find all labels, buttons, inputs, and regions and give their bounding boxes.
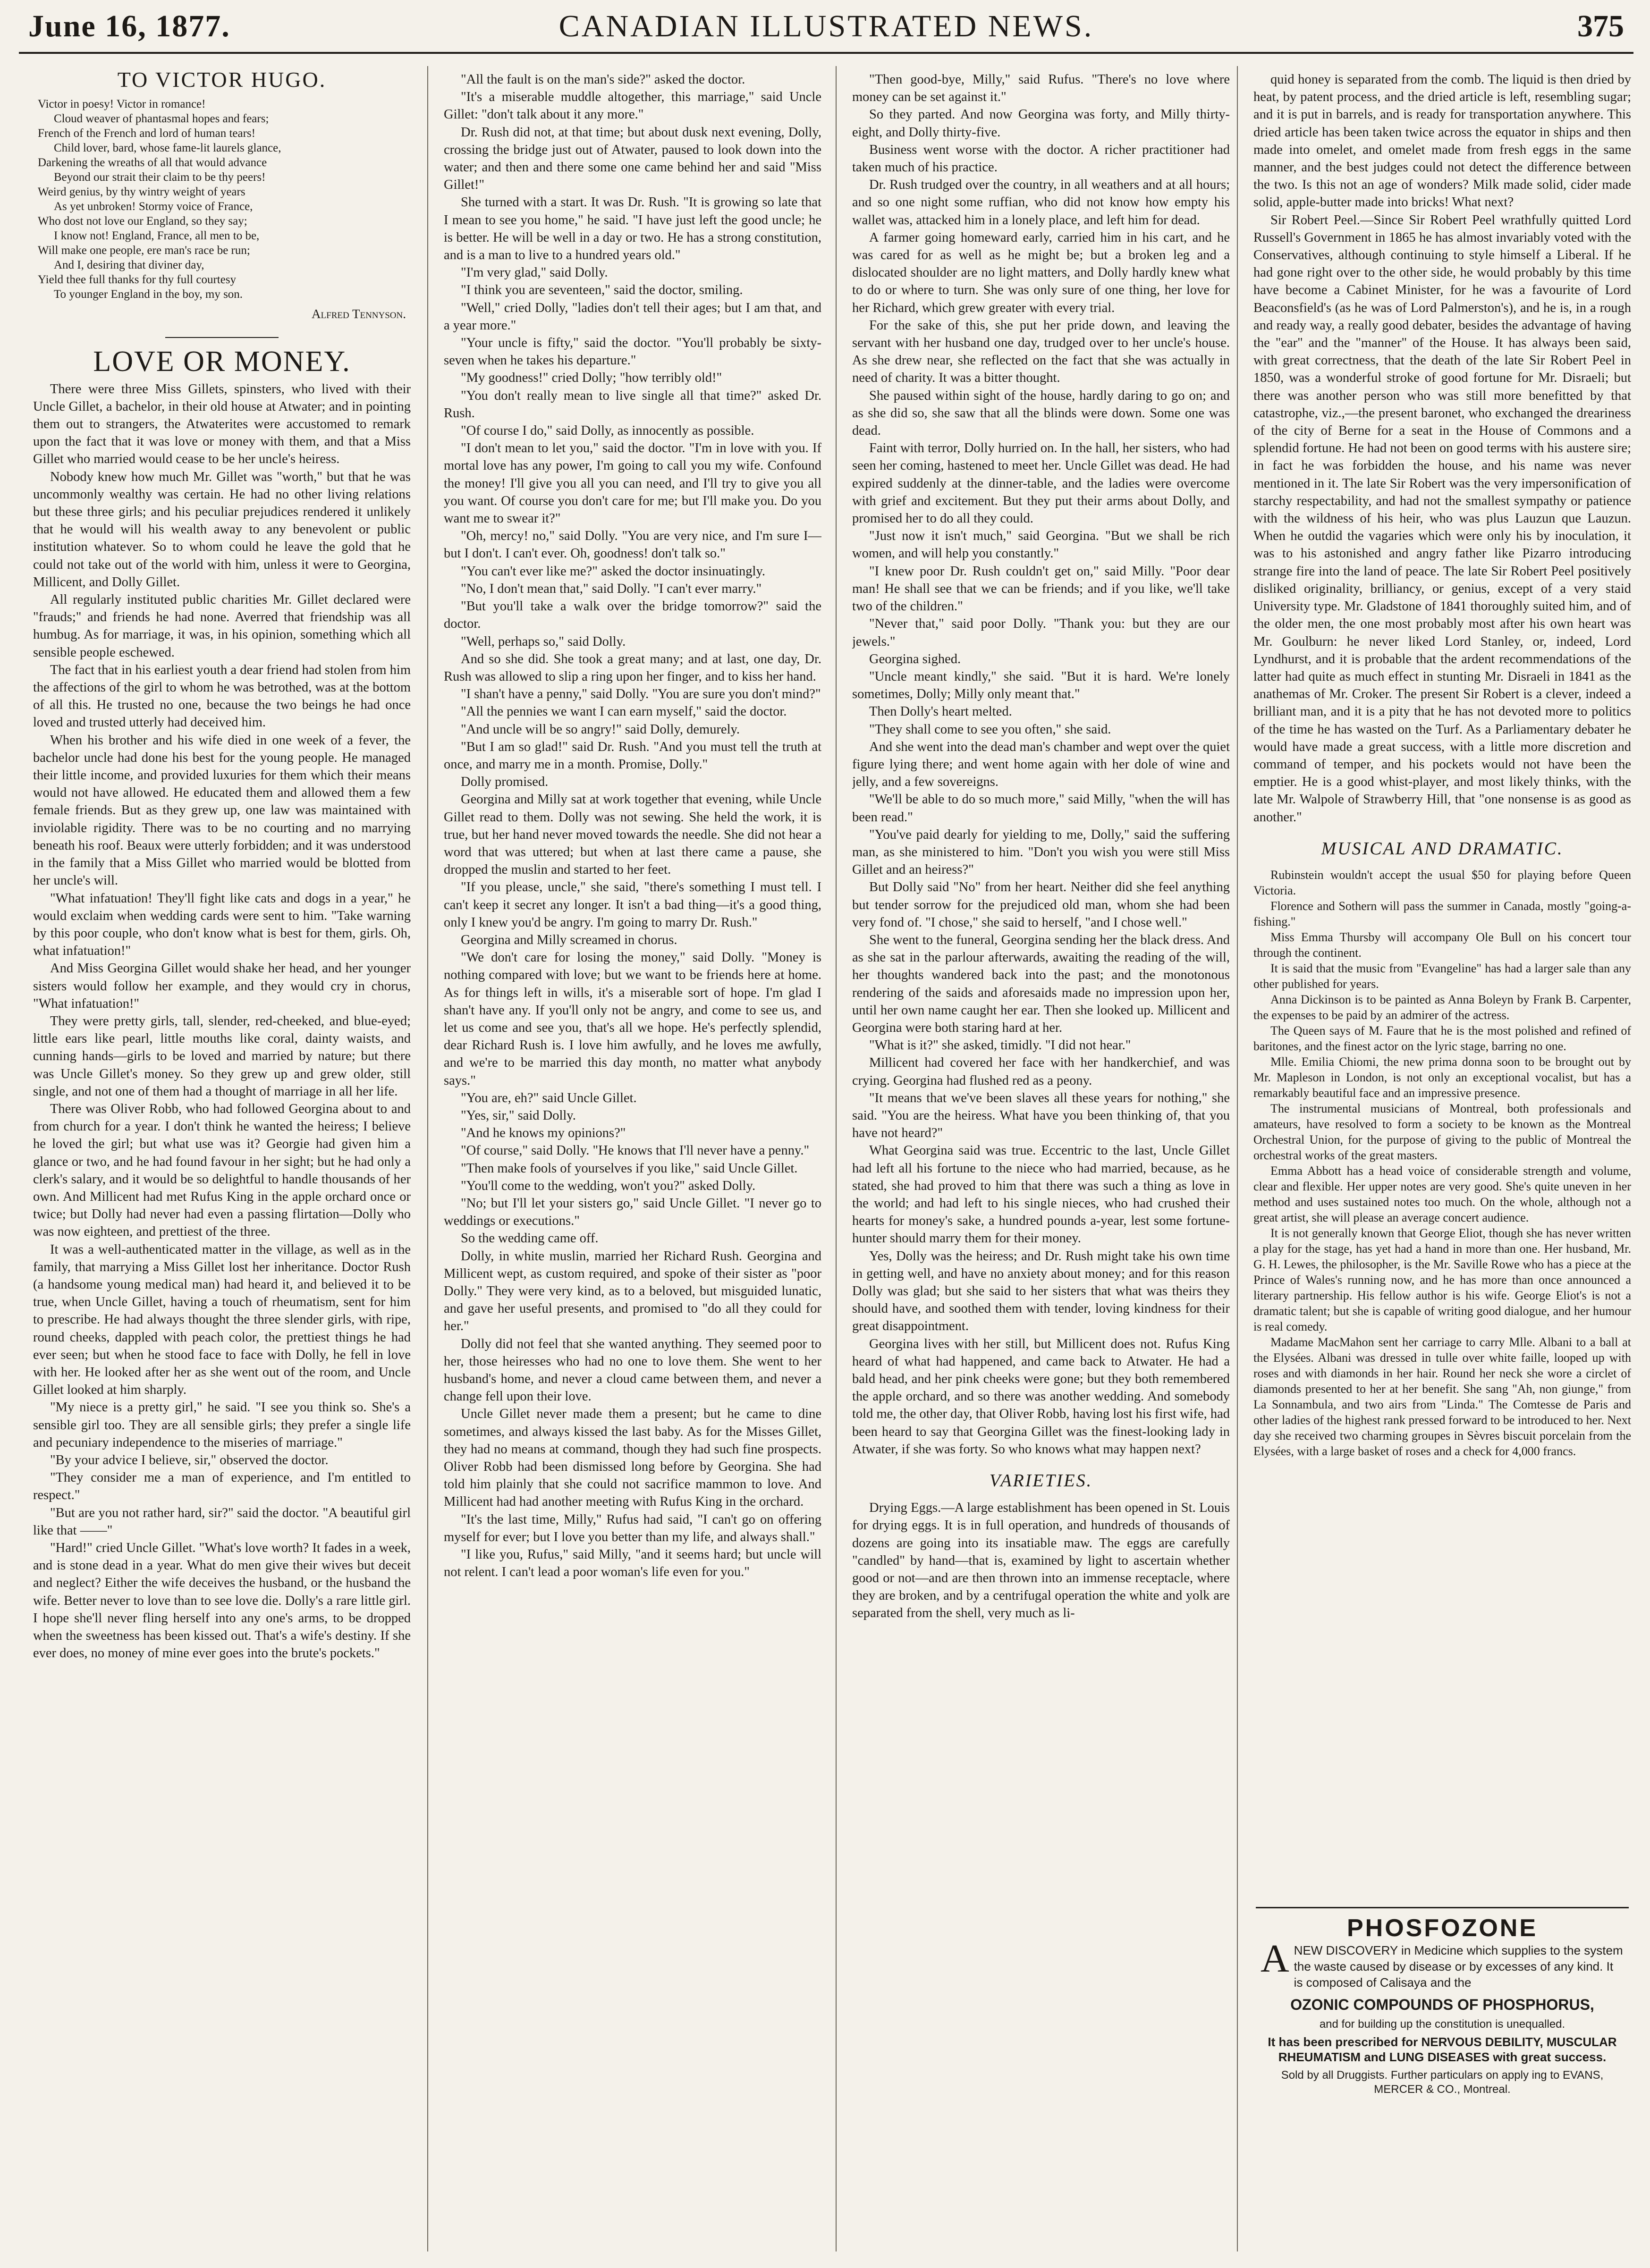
musical-paragraph: It is not generally known that George Eliot, though she has never written a play for the stage, has yet had a hand in more than one. Her husband, Mr. G. H. Lewes, the philosopher, is the Mr. Saville Rowe who has a piece at the Prince of Wales's running now, and he has more than once announced a literary partnership. His fellow author is his wife. George Eliot's is not a dramatic talent; but she is capable of writing good dialogue, and her humour is real comedy. (1253, 1226, 1631, 1333)
poem-line: I know not! England, France, all men to be, (54, 229, 260, 243)
story-text (33, 380, 411, 1662)
poem-line: As yet unbroken! Stormy voice of France, (54, 200, 253, 213)
article-paragraph: Sir Robert Peel.—Since Sir Robert Peel wrathfully quitted Lord Russell's Government in 1865 he has almost invariably voted with the Conservatives, although continuing to style himself a Liberal. If he had gone right over to the other side, he would probably by this time have become a Cabinet Minister, for he was a favourite of Lord Beaconsfield's (as he was of Lord Palmerston's), and he is, in a rough and ready way, a really good debater, besides the advantage of having the "ear" and the "manner" of the House. It has always been said, with great correctness, that the death of the late Sir Robert Peel in 1850, was a wonderful stroke of good fortune for Mr. Disraeli; but there was another person who was still more benefitted by that catastrophe, viz.,—the present baronet, who exchanged the dreariness of the city of Berne for a seat in the House of Commons and a splendid fortune. He had not been on good terms with his austere sire; in fact he was forbidden the house, and his name was never mentioned in it. The late Sir Robert was the very impersonification of starchy respectability, and had not the smallest sympathy or patience with the wildness of his heir, who was plus Lauzun que Lauzun. When he outdid the vagaries which were only his by inoculation, it was to his astonished and angry father like Pizarro introducing strange fire into the land of peace. The late Sir Robert Peel positively disliked originality, brilliancy, or genius, except of a very staid University type. Mr. Gladstone of 1841 thoroughly suited him, and of the older men, the one most probably most after his own heart was Mr. Goulburn: he never liked Lord Stanley, or, indeed, Lord Lyndhurst, and it is probable that the ardent recommendations of the latter had quite as much effect in stunting Mr. Disraeli in 1841 as the anathemas of Mr. Croker. The present Sir Robert is a clever, indeed a brilliant man, and it is a pity that he has not devoted more to politics of the time he has wasted on the Turf. As a Parliamentary debater he would have made a great success, with a little more discretion and command of temper, and his pockets would not have been the emptier. He is a good whist-player, and most likely thinks, with the late Mr. Walpole of Strawberry Hill, that "one nonsense is as good as another." (1253, 212, 1631, 825)
column-3 (852, 71, 1230, 2251)
story-paragraph: "You are, eh?" said Uncle Gillet. (461, 1090, 637, 1105)
story-paragraph: So the wedding came off. (461, 1231, 599, 1246)
musical-text (1253, 867, 1631, 1459)
article-text (1253, 71, 1631, 826)
story-paragraph: "I knew poor Dr. Rush couldn't get on," said Milly. "Poor dear man! He shall see that we can be friends; and if you like, we'll take two of the children." (852, 564, 1230, 614)
story-paragraph: Georgina sighed. (869, 651, 961, 666)
story-paragraph: "It means that we've been slaves all these years for nothing," she said. "You are the heiress. What have you been thinking of, that you have not heard?" (852, 1090, 1230, 1141)
story-paragraph: Dolly promised. (461, 775, 549, 790)
phosfozone-advert (1256, 1907, 1629, 2135)
story-paragraph: "Just now it isn't much," said Georgina. "But we shall be rich women, and will help you constantly." (852, 529, 1230, 561)
story-paragraph: Uncle Gillet never made them a present; but he came to dine sometimes, and always kissed the last baby. As for the Misses Gillet, they had no means at command, though they had such fine prospects. Oliver Robb had been dismissed long before by Georgina. She had told him plainly that she could not sacrifice mammon to love. And Millicent had had another meeting with Rufus King in the orchard. (444, 1407, 821, 1509)
story-paragraph: Dr. Rush trudged over the country, in all weathers and at all hours; and so one night some ruffian, who did not know how empty his wallet was, attacked him in a lonely place, and left him for dead. (852, 177, 1230, 228)
story-paragraph: "By your advice I believe, sir," observed the doctor. (50, 1453, 329, 1467)
story-paragraph: "What infatuation! They'll fight like cats and dogs in a year," he would exclaim when wedding cards were sent to him. "Take warning by this poor couple, who don't know what is best for them, girls. Oh, what infatuation!" (33, 891, 411, 959)
story-paragraph: Millicent had covered her face with her handkerchief, and was crying. Georgina had flushed red as a peony. (852, 1055, 1230, 1088)
poem-line: Victor in poesy! Victor in romance! (38, 98, 206, 111)
story-paragraph: So they parted. And now Georgina was forty, and Milly thirty-eight, and Dolly thirty-five. (852, 107, 1230, 140)
advert-subtitle: OZONIC COMPOUNDS OF PHOSPHORUS, (1290, 1996, 1594, 2013)
story-paragraph: The fact that in his earliest youth a dear friend had stolen from him the affections of the girl to whom he was betrothed, was at the bottom of all this. He trusted no one, because the two beings he had once loved and trusted utterly had deceived him. (33, 662, 411, 730)
masthead (19, 0, 1633, 54)
musical-paragraph: Rubinstein wouldn't accept the usual $50 for playing before Queen Victoria. (1253, 868, 1631, 897)
musical-paragraph: Mlle. Emilia Chiomi, the new prima donna soon to be brought out by Mr. Mapleson in London, is not only an exceptional vocalist, but has a remarkably beautiful face and an impressive presence. (1253, 1054, 1631, 1100)
story-paragraph: "I'm very glad," said Dolly. (461, 265, 608, 280)
advert-drop-letter: A (1261, 1937, 1289, 1981)
varieties-paragraph: Drying Eggs.—A large establishment has been opened in St. Louis for drying eggs. It is in full operation, and hundreds of thousands of dozens are going into its insatiable maw. The eggs are carefully "candled" by hand—that is, examined by light to ascertain whether good or not—and are then thrown into an immense receptacle, where they are broken, and by a centrifugal operation the white and yolk are separated from the shell, very much as li- (852, 1501, 1230, 1621)
poem-title: TO VICTOR HUGO. (117, 71, 327, 92)
story-paragraph: "I think you are seventeen," said the doctor, smiling. (461, 283, 743, 298)
page-number: 375 (1577, 9, 1624, 43)
story-paragraph: Faint with terror, Dolly hurried on. In the hall, her sisters, who had seen her coming, hastened to meet her. Uncle Gillet was dead. He had expired suddenly at the dinner-table, and the ladies were overcome with grief and excitement. But they put their arms about Dolly, and promised her to do all they could. (852, 441, 1230, 526)
story-paragraph: "You can't ever like me?" asked the doctor insinuatingly. (461, 564, 765, 579)
column-4 (1253, 71, 1631, 1897)
column-2 (444, 71, 821, 2251)
story-paragraph: "Then good-bye, Milly," said Rufus. "There's no love where money can be set against it." (852, 72, 1230, 105)
advert-intro-text: NEW DISCOVERY in Medicine which supplies to the system the waste caused by disease or by excesses of any kind. It is composed of Calisaya and the (1294, 1943, 1623, 1990)
poem-body (38, 97, 411, 302)
divider (165, 337, 279, 338)
poem-line: Weird genius, by thy wintry weight of years (38, 185, 245, 199)
story-paragraph: "Of course," said Dolly. "He knows that I'll never have a penny." (461, 1143, 810, 1158)
poem-line: Who dost not love our England, so they say; (38, 215, 247, 228)
story-paragraph: "Uncle meant kindly," she said. "But it is hard. We're lonely sometimes, Dolly; Milly only meant that." (852, 669, 1230, 702)
story-paragraph: It was a well-authenticated matter in the village, as well as in the family, that marrying a Miss Gillet lost her inheritance. Doctor Rush (a handsome young medical man) had heard it, and believed it to be true, when Uncle Gillet, having a touch of rheumatism, sent for him to prescribe. He had always thought the three slender girls, with ripe, round cheeks, dappled with peach color, the prettiest things he had ever seen; but when he stood face to face with Dolly, he fell in love with her. He looked after her as she went out of the room, and Uncle Gillet looked at him sharply. (33, 1242, 411, 1398)
story-paragraph: "You've paid dearly for yielding to me, Dolly," said the suffering man, as she ministered to him. "Don't you wish you were still Miss Gillet and an heiress?" (852, 827, 1230, 877)
musical-paragraph: Emma Abbott has a head voice of considerable strength and volume, clear and flexible. Her upper notes are very good. She's quite uneven in her method and uses sustained notes too much. On the whole, although not a great artist, she will please an average concert audience. (1253, 1164, 1631, 1224)
story-paragraph: "Of course I do," said Dolly, as innocently as possible. (461, 423, 754, 438)
poem-line: Yield thee full thanks for thy full courtesy (38, 273, 237, 287)
poem-line: French of the French and lord of human tears! (38, 127, 255, 140)
story-paragraph: "If you please, uncle," she said, "there's something I must tell. I can't keep it secret any longer. It isn't a bad thing—it's a good thing, only I knew you'd be angry. I'm going to marry Dr. Rush." (444, 880, 821, 930)
story-paragraph: She paused within sight of the house, hardly daring to go on; and as she did so, she saw that all the blinds were down. Some one was dead. (852, 388, 1230, 438)
story-paragraph: "Hard!" cried Uncle Gillet. "What's love worth? It fades in a week, and is stone dead in a year. What do men give their wives but deceit and neglect? Either the wife deceives the husband, or the husband the wife. Better never to love than to see love die. Dolly's a rare little girl. I hope she'll never fling herself into any one's arms, to be dropped when the sweetness has been kissed out. That's a wife's destiny. If she ever does, no money of mine ever goes into the brute's pockets." (33, 1541, 411, 1661)
story-paragraph: "Then make fools of yourselves if you like," said Uncle Gillet. (461, 1161, 798, 1176)
story-paragraph: "You don't really mean to live single all that time?" asked Dr. Rush. (444, 388, 821, 421)
story-paragraph: "My goodness!" cried Dolly; "how terribly old!" (461, 371, 722, 386)
advert-title: PHOSFOZONE (1346, 1914, 1538, 1942)
story-paragraph: "They shall come to see you often," she said. (869, 722, 1111, 737)
story-paragraph: "We'll be able to do so much more," said Milly, "when the will has been read." (852, 792, 1230, 825)
story-paragraph: "And he knows my opinions?" (461, 1126, 626, 1141)
advert-line: and for building up the constitution is unequalled. (1319, 2018, 1565, 2031)
musical-paragraph: The instrumental musicians of Montreal, both professionals and amateurs, have resolved to form a society to be known as the Montreal Orchestral Union, for the purpose of giving to the public of Montreal the orchestral works of the great masters. (1253, 1101, 1631, 1162)
story-paragraph: "You'll come to the wedding, won't you?" asked Dolly. (461, 1178, 756, 1193)
story-paragraph: "No; but I'll let your sisters go," said Uncle Gillet. "I never go to weddings or executions." (444, 1196, 821, 1229)
story-paragraph: Dr. Rush did not, at that time; but about dusk next evening, Dolly, crossing the bridge just out of Atwater, paused to look down into the water; and then and there some one came behind her and said "Miss Gillet!" (444, 125, 821, 193)
story-paragraph: "All the fault is on the man's side?" asked the doctor. (461, 72, 745, 87)
story-paragraph: "Your uncle is fifty," said the doctor. "You'll probably be sixty-seven when he takes his departure." (444, 336, 821, 368)
story-paragraph: And Miss Georgina Gillet would shake her head, and her younger sisters would follow her example, and they would cry in chorus, "What infatuation!" (33, 961, 411, 1011)
article-paragraph: quid honey is separated from the comb. The liquid is then dried by heat, by patent process, and the dried article is left, resembling sugar; and it is put in barrels, and is ready for transportation anywhere. This dried article has been taken twice across the equator in ships and then made into omelet, and omelet made from fresh eggs in the same manner, and the best judges could not detect the difference between the two. Is this not an age of wonders? Milk made solid, cider made solid, apple-butter made into bricks! What next? (1253, 72, 1631, 210)
column-rule (427, 66, 428, 2251)
story-paragraph: "They consider me a man of experience, and I'm entitled to respect." (33, 1470, 411, 1503)
story-paragraph: There was Oliver Robb, who had followed Georgina about to and from church for a year. I don't think he wanted the heiress; I believe he loved the girl; but what use was it? Georgie had given him a glance or two, and he had found favour in her sight; but he had only a clerk's salary, and it would be so delightful to handle thousands of her own. And Millicent had met Rufus King in the apple orchard once or twice; but Dolly had never had even a passing flirtation—Dolly who was now eighteen, and prettiest of the three. (33, 1101, 411, 1239)
story-paragraph: For the sake of this, she put her pride down, and leaving the servant with her husband one day, trudged over to her uncle's house. As she drew near, she reflected on the fact that she was actually in need of charity. It was a bitter thought. (852, 318, 1230, 386)
story-paragraph: She went to the funeral, Georgina sending her the black dress. And as she sat in the parlour afterwards, awaiting the reading of the will, her thoughts wandered back into the past; and the monotonous rendering of the saids and aforesaids made no impression upon her, until her own name caught her ear. Then she looked up. Millicent and Georgina were both staring hard at her. (852, 932, 1230, 1035)
column-1 (33, 71, 411, 2251)
story-paragraph: "Well, perhaps so," said Dolly. (461, 634, 626, 649)
story-paragraph: There were three Miss Gillets, spinsters, who lived with their Uncle Gillet, a bachelor, in their old house at Atwater; and in pointing them out to strangers, the Atwaterites were accustomed to remark upon the fact that it was love or money with them, and that a Miss Gillet who married would cease to be her uncle's heiress. (33, 381, 411, 467)
story-paragraph: What Georgina said was true. Eccentric to the last, Uncle Gillet had left all his fortune to the niece who had married, because, as he stated, she had proved to him that there was such a thing as love in the world; and had left to his single nieces, who had crushed their hearts for money's sake, a hundred pounds a-year, lest some fortune-hunter should marry them for their money. (852, 1143, 1230, 1246)
story-paragraph: "Well," cried Dolly, "ladies don't tell their ages; but I am that, and a year more." (444, 300, 821, 333)
musical-paragraph: Florence and Sothern will pass the summer in Canada, mostly "going-a-fishing." (1253, 899, 1631, 928)
story-paragraph: But Dolly said "No" from her heart. Neither did she feel anything but tender sorrow for the prejudiced old man, whom she had been very fond of. "I chose," she said to herself, "and I chose well." (852, 880, 1230, 930)
story-paragraph: They were pretty girls, tall, slender, red-cheeked, and blue-eyed; little ears like pearl, little mouths like coral, dainty waists, and cunning hands—girls to be loved and married by nature; but there was Uncle Gillet's money. So they grew up and grew older, still single, and not one of them had a thought of marriage in all her life. (33, 1013, 411, 1099)
story-paragraph: "Never that," said poor Dolly. "Thank you: but they are our jewels." (852, 616, 1230, 649)
issue-date: June 16, 1877. (28, 9, 230, 43)
story-paragraph: "We don't care for losing the money," said Dolly. "Money is nothing compared with love; but we want to be friends here at home. As for things left in wills, it's a miserable sort of hope. I'm glad I shan't have any. If you'll only not be angry, and come to see us, and let us come and see you, that's all we hope. He's perfectly splendid, dear Richard Rush is. I love him awfully, and he loves me awfully, and we're to be married this day month, no matter what anybody says." (444, 950, 821, 1088)
story-paragraph: "I like you, Rufus," said Milly, "and it seems hard; but uncle will not relent. I can't lead a poor woman's life even for you." (444, 1547, 821, 1580)
story-paragraph: "But you'll take a walk over the bridge tomorrow?" said the doctor. (444, 599, 821, 632)
column-rule (836, 66, 837, 2251)
varieties-text (852, 1499, 1230, 1622)
varieties-heading: VARIETIES. (989, 1471, 1093, 1491)
story-paragraph: Georgina and Milly sat at work together that evening, while Uncle Gillet read to them. Dolly was not sewing. She held the work, it is true, but her hand never moved towards the needle. She did not hear a word that was uttered; but when at last there came a pause, she dropped the muslin and started to her feet. (444, 792, 821, 877)
story-paragraph: All regularly instituted public charities Mr. Gillet declared were "frauds;" and friends he had none. Averred that friendship was all humbug. As for marriage, it was, in his opinion, something which all sensible people eschewed. (33, 592, 411, 660)
story-paragraph: Then Dolly's heart melted. (869, 704, 1012, 719)
story-paragraph: And so she did. She took a great many; and at last, one day, Dr. Rush was allowed to slip a ring upon her finger, and to kiss her hand. (444, 651, 821, 684)
advert-intro (1256, 1937, 1629, 1990)
story-paragraph: "And uncle will be so angry!" said Dolly, demurely. (461, 722, 740, 737)
story-text (444, 71, 821, 1581)
poem-line: Child lover, bard, whose fame-lit laurels glance, (54, 142, 281, 155)
advert-body: It has been prescribed for NERVOUS DEBILITY, MUSCULAR RHEUMATISM and LUNG DISEASES with great success. (1268, 2035, 1617, 2064)
story-paragraph: "My niece is a pretty girl," he said. "I see you think so. She's a sensible girl too. They are all sensible girls; they prefer a single life and pecuniary independence to the miseries of marriage." (33, 1400, 411, 1450)
story-title: LOVE OR MONEY. (93, 346, 351, 378)
story-paragraph: "Yes, sir," said Dolly. (461, 1108, 576, 1123)
musical-paragraph: It is said that the music from "Evangeline" has had a larger sale than any other published for years. (1253, 961, 1631, 991)
story-paragraph: She turned with a start. It was Dr. Rush. "It is growing so late that I mean to see you home," he said. "I have just left the good uncle; he is better. He will be well in a day or two. He has a strong constitution, and is a man to live to a hundred years old." (444, 195, 821, 263)
story-paragraph: "I shan't have a penny," said Dolly. "You are sure you don't mind?" (461, 687, 821, 702)
story-paragraph: "But I am so glad!" said Dr. Rush. "And you must tell the truth at once, and marry me in a month. Promise, Dolly." (444, 739, 821, 772)
story-paragraph: A farmer going homeward early, carried him in his cart, and he was cared for as well as he might be; but a broken leg and a dislocated shoulder are no light matters, and Dolly hardly knew what to do or where to turn. She was only sure of one thing, her love for her Richard, which grew greater with every trial. (852, 230, 1230, 315)
story-paragraph: Georgina lives with her still, but Millicent does not. Rufus King heard of what had happened, and came back to Atwater. He had a bald head, and her pink cheeks were gone; but they both remembered the apple orchard, and so there was another wedding. And somebody told me, the other day, that Oliver Robb, having lost his first wife, had been heard to say that Georgina Gillet was the finest-looking lady in Atwater, if she was forty. So who knows what may happen next? (852, 1336, 1230, 1457)
poem-line: Cloud weaver of phantasmal hopes and fears; (54, 112, 269, 126)
story-paragraph: Yes, Dolly was the heiress; and Dr. Rush might take his own time in getting well, and have no anxiety about money; and for this reason Dolly was glad; but she said to her sisters that what was theirs they should have, and soothed them with tender, loving kindness for their great disappointment. (852, 1248, 1230, 1334)
musical-paragraph: Anna Dickinson is to be painted as Anna Boleyn by Frank B. Carpenter, the expenses to be paid by an admirer of the actress. (1253, 992, 1631, 1022)
musical-paragraph: Madame MacMahon sent her carriage to carry Mlle. Albani to a ball at the Elysées. Albani was dressed in tulle over white faille, looped up with roses and with diamonds in her hair. Round her neck she wore a circlet of diamonds presented to her at her benefit. She sang "Ah, non giunge," from La Sonnambula, and two airs from "Linda." The Comtesse de Paris and other ladies of the highest rank pressed forward to be introduced to her. Next day she received two charming groupes in Sèvres biscuit porcelain from the Elysées, with a large basket of roses and a check for 4,000 francs. (1253, 1335, 1631, 1458)
newspaper-title: CANADIAN ILLUSTRATED NEWS. (558, 9, 1094, 43)
story-paragraph: "What is it?" she asked, timidly. "I did not hear." (869, 1038, 1131, 1053)
story-paragraph: "I don't mean to let you," said the doctor. "I'm in love with you. If mortal love has any power, I'm going to call you my wife. Confound the money! I'll give you all you can need, and I'll try to give you all you want. Of course you don't care for me; but I'll make you. Do you want me to swear it?" (444, 441, 821, 526)
story-paragraph: "It's the last time, Milly," Rufus had said, "I can't go on offering myself for ever; but I love you better than my life, and always shall." (444, 1512, 821, 1544)
story-paragraph: When his brother and his wife died in one week of a fever, the bachelor uncle had done his best for the young people. He managed their little income, and provided luxuries for them which their means would not have allowed. He educated them and allowed them a few female friends. But as they grew up, one law was maintained with inviolable rigidity. There was to be no courting and no marrying beneath his roof. Beaux were utterly forbidden; and it was understood in the family that a Miss Gillet who married would be blotted from her uncle's will. (33, 733, 411, 888)
poem-line: Darkening the wreaths of all that would advance (38, 156, 267, 169)
poem-line: Beyond our strait their claim to be thy peers! (54, 171, 266, 184)
musical-paragraph: The Queen says of M. Faure that he is the most polished and refined of baritones, and the finest actor on the lyric stage, barring no one. (1253, 1023, 1631, 1053)
musical-heading: MUSICAL AND DRAMATIC. (1321, 838, 1564, 859)
poem-line: Will make one people, ere man's race be run; (38, 244, 250, 257)
advert-footer: Sold by all Druggists. Further particulars on apply ing to EVANS, MERCER & CO., Montreal. (1281, 2069, 1604, 2096)
musical-paragraph: Miss Emma Thursby will accompany Ole Bull on his concert tour through the continent. (1253, 930, 1631, 960)
story-paragraph: "All the pennies we want I can earn myself," said the doctor. (461, 704, 787, 719)
story-paragraph: Business went worse with the doctor. A richer practitioner had taken much of his practice. (852, 142, 1230, 175)
story-paragraph: "But are you not rather hard, sir?" said the doctor. "A beautiful girl like that ——" (33, 1505, 411, 1538)
poem-line: And I, desiring that diviner day, (54, 259, 204, 272)
poem-author: Alfred Tennyson. (312, 307, 406, 321)
column-rule (1237, 66, 1238, 2251)
story-paragraph: Georgina and Milly screamed in chorus. (461, 932, 677, 947)
story-paragraph: "No, I don't mean that," said Dolly. "I can't ever marry." (461, 581, 762, 596)
story-paragraph: Dolly did not feel that she wanted anything. They seemed poor to her, those heiresses who had no one to love them. She went to her husband's home, and never a cloud came between them, and never a change fell upon their love. (444, 1336, 821, 1404)
story-paragraph: "It's a miserable muddle altogether, this marriage," said Uncle Gillet: "don't talk about it any more." (444, 90, 821, 122)
story-paragraph: And she went into the dead man's chamber and wept over the quiet figure lying there; and went home again with her dole of wine and jelly, and a few sovereigns. (852, 739, 1230, 790)
story-paragraph: "Oh, mercy! no," said Dolly. "You are very nice, and I'm sure I—but I don't. I can't ever. Oh, goodness! don't talk so." (444, 529, 821, 561)
story-paragraph: Nobody knew how much Mr. Gillet was "worth," but that he was uncommonly wealthy was certain. He had no other living relations but these three girls; and his peculiar prejudices rendered it unlikely that he would will his wealth away to any benevolent or public institution whatever. So to whom could he leave the gold that he could not take out of the world with him, unless it were to Georgina, Millicent, and Dolly Gillet. (33, 469, 411, 590)
poem-line: To younger England in the boy, my son. (54, 288, 243, 301)
story-text (852, 71, 1230, 1458)
story-paragraph: Dolly, in white muslin, married her Richard Rush. Georgina and Millicent wept, as custom required, and spoke of their sister as "poor Dolly." They were very kind, as to a beloved, but misguided lunatic, and gave her useful presents, and promised to "do all they could for her." (444, 1248, 821, 1334)
